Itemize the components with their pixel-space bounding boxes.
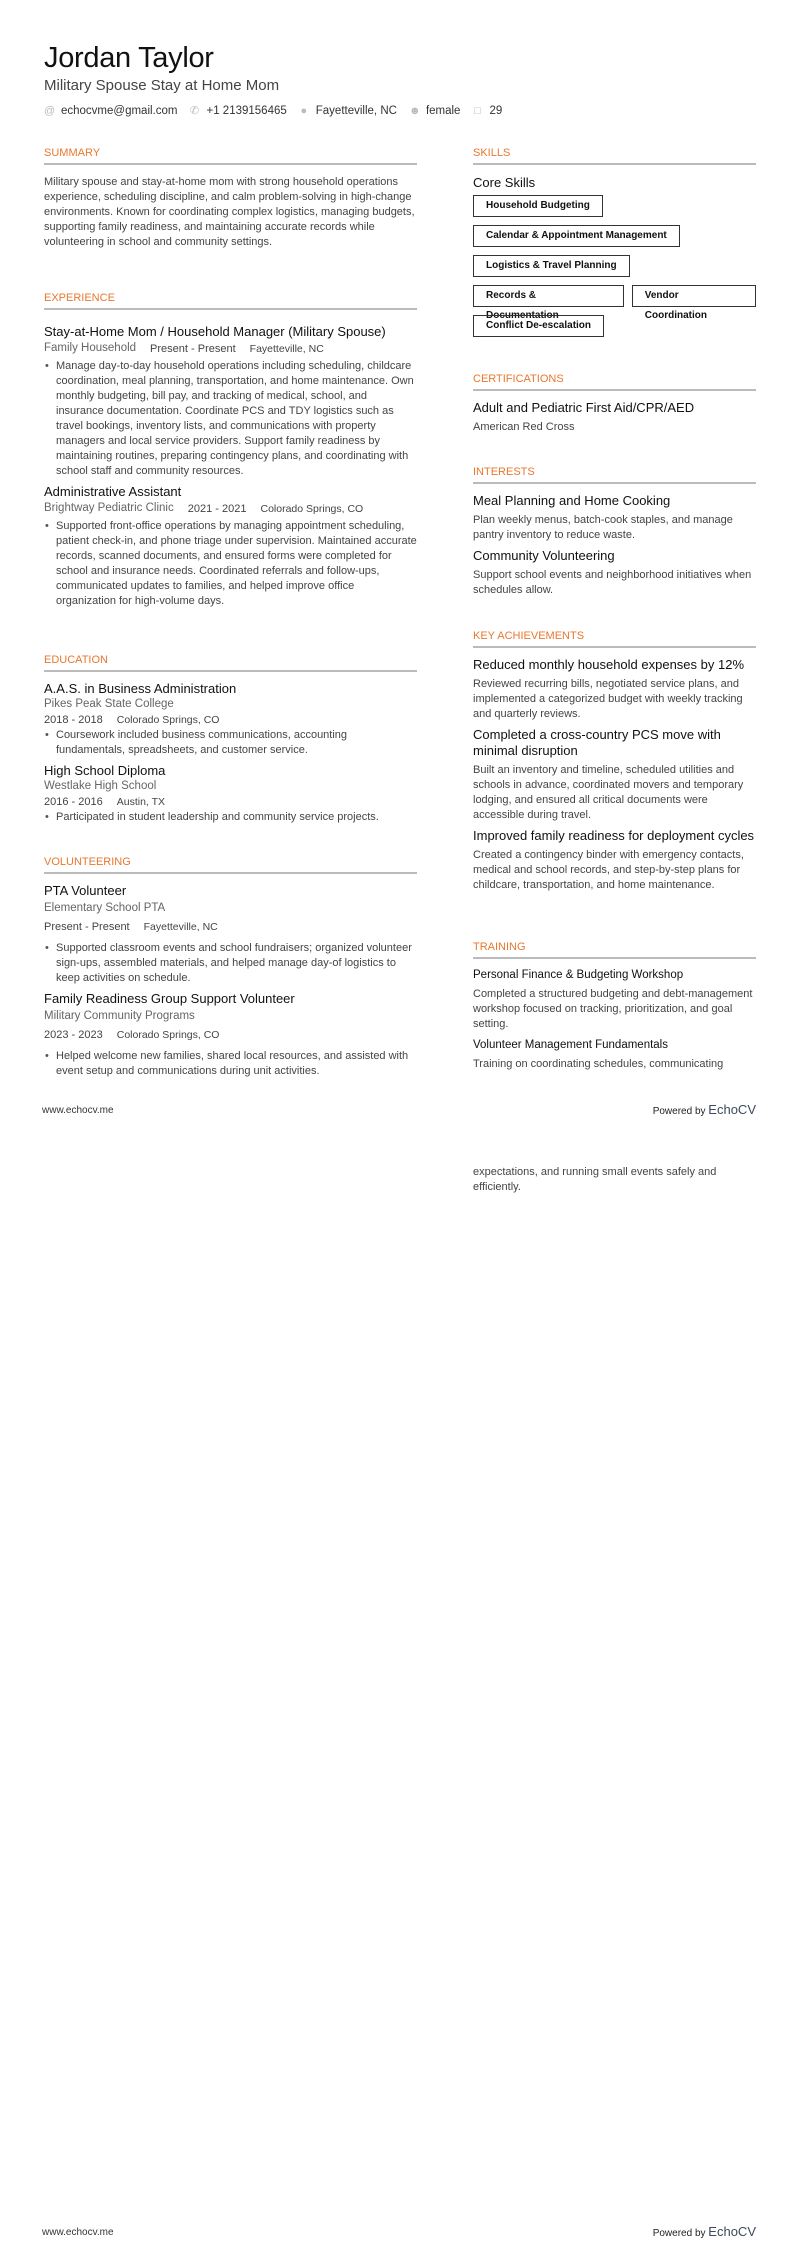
section-heading: EXPERIENCE (44, 291, 417, 310)
powered-by-label: Powered by (652, 2228, 706, 2239)
experience-item: Stay-at-Home Mom / Household Manager (Military Spouse) Family Household Present - Present Fayetteville, NC • Manage day-to-day household operations including scheduling, childcare coordination, meal planning, transportation, and home maintenance. Own monthly budgeting, bill pay, and tracking of medical, school, and insurance documentation. Coordinate PCS and TDY logistics such as travel bookings, inventory lists, and communications with property managers and local service providers. Support family readiness by maintaining routines, preparing contingency plans, and coordinating with school staff and community resources. (44, 323, 417, 479)
job-title: Administrative Assistant (44, 484, 182, 499)
brand-logo: EchoCV (708, 1102, 756, 1117)
volunteer-item: PTA Volunteer Elementary School PTA Present - Present Fayetteville, NC • Supported classroom events and school fundraisers; organized volunteer sign-ups, assembled materials, and helped manage day-of logistics to keep activities on schedule. (44, 883, 417, 986)
employer: Family Household (44, 342, 137, 354)
achievement-title: Reduced monthly household expenses by 12% (473, 657, 745, 672)
end-date: 2018 (78, 714, 103, 726)
school-location: Colorado Springs, CO (116, 714, 220, 726)
achievement-desc: Built an inventory and timeline, scheduled utilities and schools in advance, coordinated movers and temporary lodging, and ensured all critical documents were accessible during travel. (473, 764, 744, 821)
job-title: Stay-at-Home Mom / Household Manager (Military Spouse) (44, 324, 386, 339)
at-icon: @ (44, 105, 56, 117)
volunteer-role: Family Readiness Group Support Volunteer (44, 991, 295, 1006)
section-heading: VOLUNTEERING (44, 855, 417, 874)
training-title: Volunteer Management Fundamentals (473, 1039, 668, 1051)
footer-site-link[interactable]: www.echocv.me (42, 1105, 114, 1116)
phone-icon: ✆ (189, 105, 200, 117)
start-date: Present (150, 343, 188, 355)
footer-powered-by[interactable] (653, 1102, 756, 1117)
age: 29 (489, 105, 503, 117)
skill-tag: Vendor Coordination (632, 285, 756, 307)
training-desc: Training on coordinating schedules, communicating (473, 1058, 724, 1070)
degree: High School Diploma (44, 763, 166, 778)
gender: female (425, 105, 461, 117)
job-location: Fayetteville, NC (249, 343, 324, 355)
section-heading: KEY ACHIEVEMENTS (473, 629, 756, 648)
skills-section (473, 146, 756, 337)
training-title: Personal Finance & Budgeting Workshop (473, 969, 684, 981)
volunteer-bullet: • Helped welcome new families, shared local resources, and assisted with event setup and communications during unit activities. (56, 1049, 417, 1079)
interest-desc: Plan weekly menus, batch-cook staples, and manage pantry inventory to reduce waste. (473, 514, 733, 541)
footer-site-link[interactable]: www.echocv.me (42, 2227, 114, 2238)
interests-section (473, 465, 756, 598)
certification-name: Adult and Pediatric First Aid/CPR/AED (473, 400, 695, 415)
skill-tag: Conflict De-escalation (473, 315, 604, 337)
section-heading: TRAINING (473, 940, 756, 959)
contact-bar (44, 103, 514, 119)
end-date: 2016 (78, 796, 103, 808)
education-item: A.A.S. in Business Administration Pikes Peak State College 2018 - 2018 Colorado Springs, CO • Coursework included business communications, accounting fundamentals, spreadsheets, and customer service. (44, 681, 417, 758)
skill-tags (473, 195, 756, 337)
powered-by-label: Powered by (652, 1106, 706, 1117)
experience-section (44, 291, 417, 609)
employer: Brightway Pediatric Clinic (44, 502, 174, 514)
start-date: 2018 (44, 714, 69, 726)
end-date: Present (197, 343, 236, 355)
skill-group-title: Core Skills (473, 175, 536, 190)
training-desc-continued: expectations, and running small events safely and efficiently. (473, 1166, 717, 1193)
summary-section (44, 146, 417, 250)
volunteer-bullet: • Supported classroom events and school fundraisers; organized volunteer sign-ups, assembled materials, and helped manage day-of logistics to keep activities on schedule. (56, 941, 417, 986)
skill-tag: Household Budgeting (473, 195, 603, 217)
email[interactable]: echocvme@gmail.com (61, 105, 178, 117)
skill-tag: Calendar & Appointment Management (473, 225, 680, 247)
section-heading: INTERESTS (473, 465, 756, 484)
section-heading: EDUCATION (44, 653, 417, 672)
volunteer-item: Family Readiness Group Support Volunteer Military Community Programs 2023 - 2023 Colorado Springs, CO • Helped welcome new families, shared local resources, and assisted with event setup and communications during unit activities. (44, 991, 417, 1079)
education-bullet: • Coursework included business communications, accounting fundamentals, spreadsheets, and customer service. (56, 728, 417, 758)
volunteer-role: PTA Volunteer (44, 883, 127, 898)
end-date: Present (91, 921, 130, 933)
start-date: 2016 (44, 796, 69, 808)
start-date: 2021 (187, 503, 213, 515)
volunteer-location: Colorado Springs, CO (116, 1029, 220, 1041)
experience-item: Administrative Assistant Brightway Pediatric Clinic 2021 - 2021 Colorado Springs, CO • Supported front-office operations by managing appointment scheduling, patient check-in, and phone triage under supervision. Maintained accurate records, scanned documents, and ensured forms were completed for school and insurance needs. Coordinated referrals and follow-ups, communicated updates to families, and helped improve office organization for high-volume days. (44, 483, 417, 609)
job-bullet: • Supported front-office operations by managing appointment scheduling, patient check-in, and phone triage under supervision. Maintained accurate records, scanned documents, and ensured forms were completed for school and insurance needs. Coordinated referrals and follow-ups, communicated updates to families, and helped improve office organization for high-volume days. (56, 519, 417, 609)
education-bullet: • Participated in student leadership and community service projects. (56, 810, 417, 825)
section-heading: CERTIFICATIONS (473, 372, 756, 391)
interest-desc: Support school events and neighborhood initiatives when schedules allow. (473, 569, 752, 596)
location-pin-icon: ● (300, 105, 308, 117)
school: Pikes Peak State College (44, 698, 174, 710)
achievement-desc: Created a contingency binder with emergency contacts, medical and school records, and step-by-step plans for childcare, transportation, and home maintenance. (473, 849, 744, 891)
achievement-desc: Reviewed recurring bills, negotiated service plans, and implemented a categorized budget with weekly tracking and quarterly reviews. (473, 678, 743, 720)
section-heading: SUMMARY (44, 146, 417, 165)
job-location: Colorado Springs, CO (260, 503, 364, 515)
school-location: Austin, TX (116, 796, 165, 808)
training-section (473, 940, 756, 1072)
school: Westlake High School (44, 780, 157, 792)
volunteer-org: Elementary School PTA (44, 902, 166, 914)
interest-name: Community Volunteering (473, 548, 615, 563)
location: Fayetteville, NC (315, 105, 397, 117)
volunteering-section (44, 855, 417, 1079)
calendar-icon: □ (474, 105, 481, 117)
achievement-title: Improved family readiness for deployment cycles (473, 828, 755, 843)
brand-logo: EchoCV (708, 2224, 756, 2239)
candidate-title: Military Spouse Stay at Home Mom (44, 77, 280, 94)
education-item: High School Diploma Westlake High School 2016 - 2016 Austin, TX • Participated in student leadership and community service projects. (44, 763, 417, 825)
interest-name: Meal Planning and Home Cooking (473, 493, 671, 508)
training-desc: Completed a structured budgeting and debt-management workshop focused on tracking, prioritization, and goal setting. (473, 988, 753, 1030)
section-heading: SKILLS (473, 146, 756, 165)
skill-tag: Records & Documentation (473, 285, 624, 307)
end-date: 2021 (222, 503, 247, 515)
phone[interactable]: +1 2139156465 (206, 105, 287, 117)
summary-text: Military spouse and stay-at-home mom with strong household operations experience, scheduling discipline, and calm problem-solving in high-change environments. Known for coordinating complex logistics, managing budgets, supporting family readiness, and maintaining accurate records while volunteering in school and community settings. (44, 176, 415, 248)
candidate-name: Jordan Taylor (44, 42, 214, 74)
certifications-section (473, 372, 756, 435)
start-date: 2023 (44, 1029, 69, 1041)
skill-tag: Logistics & Travel Planning (473, 255, 630, 277)
achievement-title: Completed a cross-country PCS move with minimal disruption (473, 727, 721, 758)
start-date: Present (44, 921, 82, 933)
achievements-section (473, 629, 756, 893)
job-bullet: • Manage day-to-day household operations including scheduling, childcare coordination, meal planning, transportation, and home maintenance. Own monthly budgeting, bill pay, and tracking of medical, school, and insurance documentation. Coordinate PCS and TDY logistics such as travel bookings, inventory lists, and communications with property managers and local service providers. Support family readiness by maintaining routines, preparing contingency plans, and coordinating with school staff and community resources. (56, 359, 417, 479)
volunteer-org: Military Community Programs (44, 1010, 195, 1022)
education-section (44, 653, 417, 825)
footer-powered-by[interactable] (653, 2224, 756, 2239)
end-date: 2023 (78, 1029, 103, 1041)
degree: A.A.S. in Business Administration (44, 681, 237, 696)
person-icon: ☻ (408, 105, 421, 117)
volunteer-location: Fayetteville, NC (143, 921, 218, 933)
certification-issuer: American Red Cross (473, 421, 575, 433)
